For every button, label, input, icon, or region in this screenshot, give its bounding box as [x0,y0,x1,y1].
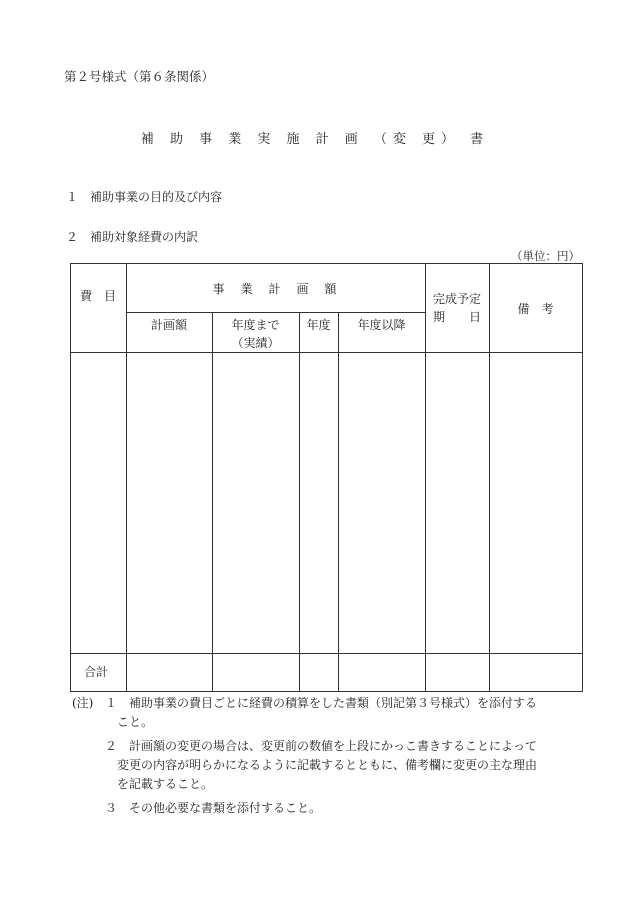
note-2-line: を記載すること。 [117,777,214,791]
header-until-year-line1: 年度まで [231,318,280,332]
note-3-number: ３ [105,801,118,815]
section-heading-breakdown: ２ 補助対象経費の内訳 [66,230,199,244]
header-year: 年度 [306,318,331,332]
section-heading-purpose: １ 補助事業の目的及び内容 [66,190,223,204]
header-completion-line1: 完成予定 [432,292,481,306]
form-number: 第２号様式（第６条関係） [64,69,215,84]
header-remarks: 備 考 [517,302,554,316]
note-1-line: こと。 [117,715,154,729]
header-plan-amount: 計画額 [150,318,187,332]
note-2-line: 計画額の変更の場合は、変更前の数値を上段にかっこ書きすることによって [129,739,538,753]
note-2-number: ２ [105,739,118,753]
note-2-line: 変更の内容が明らかになるように記載するとともに、備考欄に変更の主な理由 [117,758,538,772]
total-row-label: 合計 [84,665,109,679]
header-completion-date [425,290,489,326]
header-until-year-line2: （実績） [231,336,280,350]
header-completion-line2: 期 日 [432,310,481,324]
note-1-number: １ [105,696,118,710]
note-3-line: その他必要な書類を添付すること。 [129,801,322,815]
header-plan-group: 事 業 計 画 額 [212,282,339,296]
unit-label: （単位：円） [511,249,580,263]
header-until-year [212,316,299,352]
header-after-year: 年度以降 [357,318,406,332]
page-title: 補 助 事 業 実 施 計 画 （変 更） 書 [140,132,490,147]
note-prefix: (注) [72,696,94,710]
header-expense-item: 費 目 [79,289,116,303]
note-1-line: 補助事業の費目ごとに経費の積算をした書類（別記第３号様式）を添付する [129,696,538,710]
